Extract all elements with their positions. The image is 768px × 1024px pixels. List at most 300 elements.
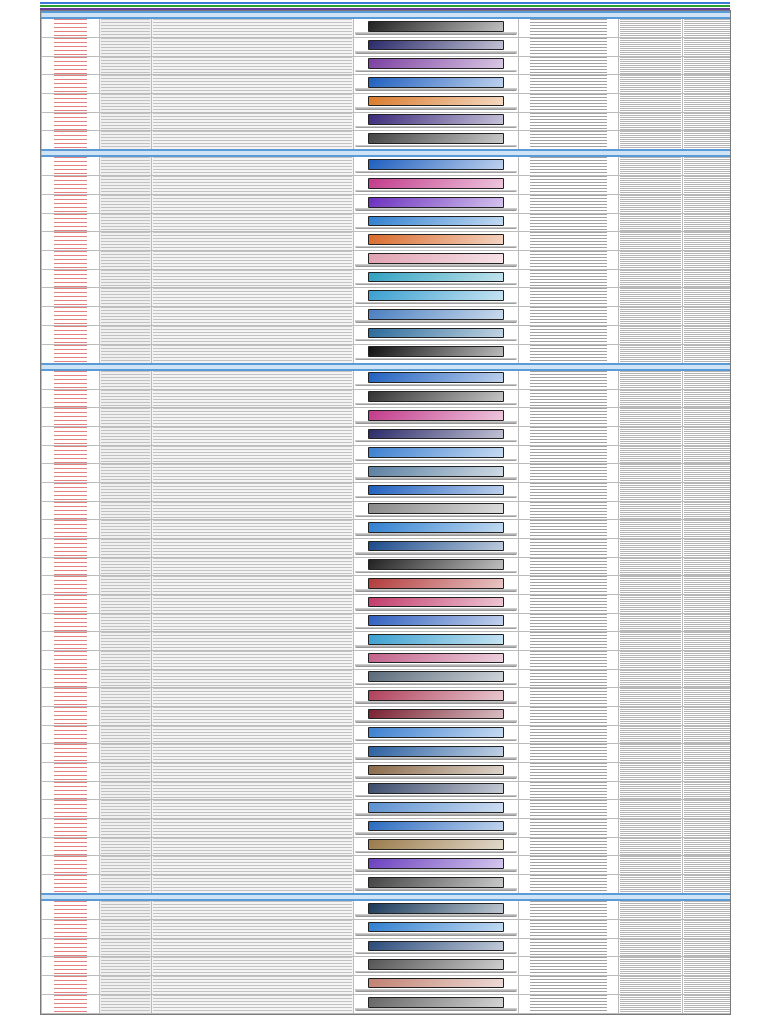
illegible-text [684,800,731,818]
part-number-cell [100,213,152,232]
illegible-text [101,901,150,919]
model-name-cell [42,269,100,288]
illegible-text [684,614,731,632]
price-cell [519,195,619,214]
stock-info-cell [619,445,683,464]
product-image-cell [354,781,519,800]
model-name-cell [42,856,100,875]
laptop-base [355,339,517,341]
specification-cell [152,938,354,957]
illegible-text [530,483,608,501]
illegible-text [101,345,150,363]
model-name-cell [42,520,100,539]
specification-cell [152,370,354,390]
illegible-text [620,726,681,744]
illegible-text [620,875,681,893]
price-cell [519,900,619,920]
illegible-text [620,408,681,426]
product-row [42,18,732,38]
stock-info-cell [619,389,683,408]
laptop-base [355,608,517,610]
laptop-image [355,214,517,232]
illegible-text [153,483,352,501]
product-row [42,482,732,501]
laptop-base [355,571,517,573]
product-image-cell [354,408,519,427]
illegible-text [684,270,731,288]
notes-cell [683,213,732,232]
laptop-base [355,440,517,442]
illegible-text [153,371,352,389]
illegible-text [54,270,87,288]
product-image-cell [354,613,519,632]
product-row [42,325,732,344]
laptop-base [355,459,517,461]
part-number-cell [100,837,152,856]
notes-cell [683,920,732,939]
product-row [42,232,732,251]
price-cell [519,576,619,595]
stock-info-cell [619,501,683,520]
illegible-text [684,214,731,232]
price-cell [519,800,619,819]
notes-cell [683,819,732,838]
part-number-cell [100,389,152,408]
laptop-image [355,232,517,250]
specification-cell [152,900,354,920]
part-number-cell [100,464,152,483]
illegible-text [54,856,87,874]
laptop-base [355,971,517,973]
illegible-text [530,38,608,56]
laptop-screen [368,727,504,738]
illegible-text [101,800,150,818]
model-name-cell [42,251,100,270]
illegible-text [684,520,731,538]
product-row [42,344,732,364]
illegible-text [101,856,150,874]
illegible-text [684,558,731,576]
part-number-cell [100,156,152,176]
laptop-image [355,19,517,37]
part-number-cell [100,18,152,38]
illegible-text [530,131,608,149]
illegible-text [54,214,87,232]
model-name-cell [42,344,100,364]
laptop-screen [368,941,504,952]
illegible-text [620,371,681,389]
model-name-cell [42,538,100,557]
illegible-text [101,576,150,594]
illegible-text [153,819,352,837]
model-name-cell [42,75,100,94]
laptop-base [355,477,517,479]
price-cell [519,538,619,557]
laptop-image [355,670,517,688]
laptop-screen [368,328,504,339]
illegible-text [101,539,150,557]
illegible-text [620,976,681,994]
product-row [42,445,732,464]
illegible-text [54,901,87,919]
product-row [42,501,732,520]
model-name-cell [42,725,100,744]
illegible-text [54,195,87,213]
model-name-cell [42,94,100,113]
illegible-text [620,576,681,594]
model-name-cell [42,763,100,782]
model-name-cell [42,426,100,445]
price-cell [519,520,619,539]
illegible-text [153,131,352,149]
illegible-text [684,94,731,112]
laptop-image [355,157,517,175]
product-image-cell [354,706,519,725]
product-image-cell [354,176,519,195]
illegible-text [101,819,150,837]
product-image-cell [354,837,519,856]
product-image-cell [354,344,519,364]
product-row [42,370,732,390]
price-cell [519,763,619,782]
specification-cell [152,325,354,344]
illegible-text [530,408,608,426]
laptop-screen [368,447,504,458]
specification-cell [152,557,354,576]
laptop-image [355,800,517,818]
illegible-text [101,995,150,1013]
stock-info-cell [619,195,683,214]
illegible-text [620,957,681,975]
product-image-cell [354,288,519,307]
product-image-cell [354,650,519,669]
product-row [42,269,732,288]
illegible-text [530,157,608,175]
part-number-cell [100,632,152,651]
stock-info-cell [619,900,683,920]
stock-info-cell [619,232,683,251]
product-image-cell [354,464,519,483]
stock-info-cell [619,131,683,151]
laptop-screen [368,178,504,189]
illegible-text [530,270,608,288]
illegible-text [54,464,87,482]
model-name-cell [42,464,100,483]
illegible-text [54,558,87,576]
laptop-image [355,307,517,325]
header-line-1 [40,2,730,4]
laptop-screen [368,597,504,608]
illegible-text [620,232,681,250]
illegible-text [684,726,731,744]
laptop-image [355,875,517,893]
illegible-text [684,688,731,706]
part-number-cell [100,688,152,707]
illegible-text [530,957,608,975]
specification-cell [152,344,354,364]
specification-cell [152,856,354,875]
laptop-image [355,176,517,194]
price-cell [519,307,619,326]
specification-cell [152,957,354,976]
product-image-cell [354,538,519,557]
illegible-text [620,920,681,938]
part-number-cell [100,75,152,94]
illegible-text [54,446,87,464]
illegible-text [620,157,681,175]
notes-cell [683,557,732,576]
illegible-text [530,464,608,482]
illegible-text [153,94,352,112]
laptop-screen [368,802,504,813]
price-cell [519,56,619,75]
product-row [42,800,732,819]
laptop-screen [368,77,504,88]
stock-info-cell [619,75,683,94]
model-name-cell [42,557,100,576]
specification-cell [152,288,354,307]
illegible-text [54,251,87,269]
laptop-screen [368,858,504,869]
illegible-text [530,670,608,688]
price-cell [519,251,619,270]
illegible-text [530,326,608,344]
stock-info-cell [619,650,683,669]
price-cell [519,837,619,856]
illegible-text [101,94,150,112]
illegible-text [153,19,352,37]
notes-cell [683,370,732,390]
illegible-text [153,232,352,250]
part-number-cell [100,131,152,151]
product-row [42,176,732,195]
product-row [42,56,732,75]
price-cell [519,632,619,651]
stock-info-cell [619,763,683,782]
laptop-image [355,483,517,501]
illegible-text [530,763,608,781]
model-name-cell [42,195,100,214]
part-number-cell [100,501,152,520]
illegible-text [530,371,608,389]
illegible-text [620,939,681,957]
laptop-screen [368,978,504,989]
specification-cell [152,520,354,539]
notes-cell [683,976,732,995]
illegible-text [530,632,608,650]
illegible-text [620,176,681,194]
price-cell [519,389,619,408]
stock-info-cell [619,557,683,576]
illegible-text [153,901,352,919]
laptop-screen [368,541,504,552]
specification-cell [152,576,354,595]
laptop-base [355,246,517,248]
price-cell [519,819,619,838]
illegible-text [530,195,608,213]
laptop-base [355,851,517,853]
notes-cell [683,232,732,251]
illegible-text [101,464,150,482]
laptop-image [355,688,517,706]
product-image-cell [354,725,519,744]
laptop-image [355,576,517,594]
notes-cell [683,725,732,744]
stock-info-cell [619,38,683,57]
laptop-base [355,515,517,517]
specification-cell [152,538,354,557]
illegible-text [620,345,681,363]
illegible-text [101,502,150,520]
price-list-sheet [40,10,731,1015]
illegible-text [101,326,150,344]
product-image-cell [354,112,519,131]
specification-cell [152,176,354,195]
illegible-text [684,176,731,194]
illegible-text [54,763,87,781]
laptop-base [355,302,517,304]
stock-info-cell [619,325,683,344]
illegible-text [153,113,352,131]
product-row [42,613,732,632]
price-cell [519,176,619,195]
illegible-text [54,800,87,818]
part-number-cell [100,957,152,976]
price-cell [519,976,619,995]
laptop-screen [368,903,504,914]
product-row [42,389,732,408]
product-image-cell [354,976,519,995]
illegible-text [620,651,681,669]
laptop-screen [368,309,504,320]
product-row [42,920,732,939]
product-image-cell [354,938,519,957]
stock-info-cell [619,538,683,557]
product-image-cell [354,669,519,688]
illegible-text [530,251,608,269]
illegible-text [530,651,608,669]
part-number-cell [100,856,152,875]
illegible-text [153,427,352,445]
laptop-base [355,88,517,90]
laptop-image [355,744,517,762]
stock-info-cell [619,957,683,976]
part-number-cell [100,576,152,595]
illegible-text [153,763,352,781]
illegible-text [101,214,150,232]
specification-cell [152,819,354,838]
illegible-text [530,113,608,131]
part-number-cell [100,650,152,669]
laptop-base [355,107,517,109]
laptop-image [355,651,517,669]
illegible-text [153,838,352,856]
illegible-text [101,632,150,650]
specification-cell [152,669,354,688]
product-image-cell [354,232,519,251]
part-number-cell [100,763,152,782]
laptop-image [355,75,517,93]
illegible-text [620,57,681,75]
illegible-text [620,307,681,325]
product-image-cell [354,325,519,344]
part-number-cell [100,706,152,725]
illegible-text [54,232,87,250]
specification-cell [152,94,354,113]
price-cell [519,688,619,707]
product-row [42,594,732,613]
notes-cell [683,632,732,651]
laptop-screen [368,559,504,570]
laptop-screen [368,615,504,626]
illegible-text [101,270,150,288]
product-row [42,195,732,214]
illegible-text [620,558,681,576]
product-image-cell [354,557,519,576]
illegible-text [101,976,150,994]
illegible-text [530,614,608,632]
illegible-text [620,995,681,1013]
laptop-image [355,856,517,874]
illegible-text [101,670,150,688]
illegible-text [530,19,608,37]
laptop-base [355,320,517,322]
price-cell [519,269,619,288]
illegible-text [153,539,352,557]
illegible-text [54,520,87,538]
illegible-text [101,19,150,37]
specification-cell [152,781,354,800]
specification-cell [152,650,354,669]
notes-cell [683,900,732,920]
product-row [42,251,732,270]
specification-cell [152,464,354,483]
stock-info-cell [619,344,683,364]
illegible-text [684,707,731,725]
illegible-text [530,875,608,893]
model-name-cell [42,976,100,995]
laptop-image [355,270,517,288]
illegible-text [153,576,352,594]
illegible-text [684,595,731,613]
laptop-base [355,645,517,647]
notes-cell [683,594,732,613]
specification-cell [152,232,354,251]
illegible-text [684,371,731,389]
product-image-cell [354,744,519,763]
laptop-screen [368,922,504,933]
model-name-cell [42,669,100,688]
stock-info-cell [619,781,683,800]
stock-info-cell [619,269,683,288]
illegible-text [54,920,87,938]
illegible-text [530,446,608,464]
illegible-text [620,19,681,37]
illegible-text [684,57,731,75]
illegible-text [54,782,87,800]
laptop-screen [368,290,504,301]
specification-cell [152,445,354,464]
illegible-text [530,726,608,744]
illegible-text [620,800,681,818]
price-cell [519,464,619,483]
laptop-image [355,94,517,112]
illegible-text [153,939,352,957]
notes-cell [683,688,732,707]
product-row [42,75,732,94]
illegible-text [153,976,352,994]
laptop-screen [368,709,504,720]
